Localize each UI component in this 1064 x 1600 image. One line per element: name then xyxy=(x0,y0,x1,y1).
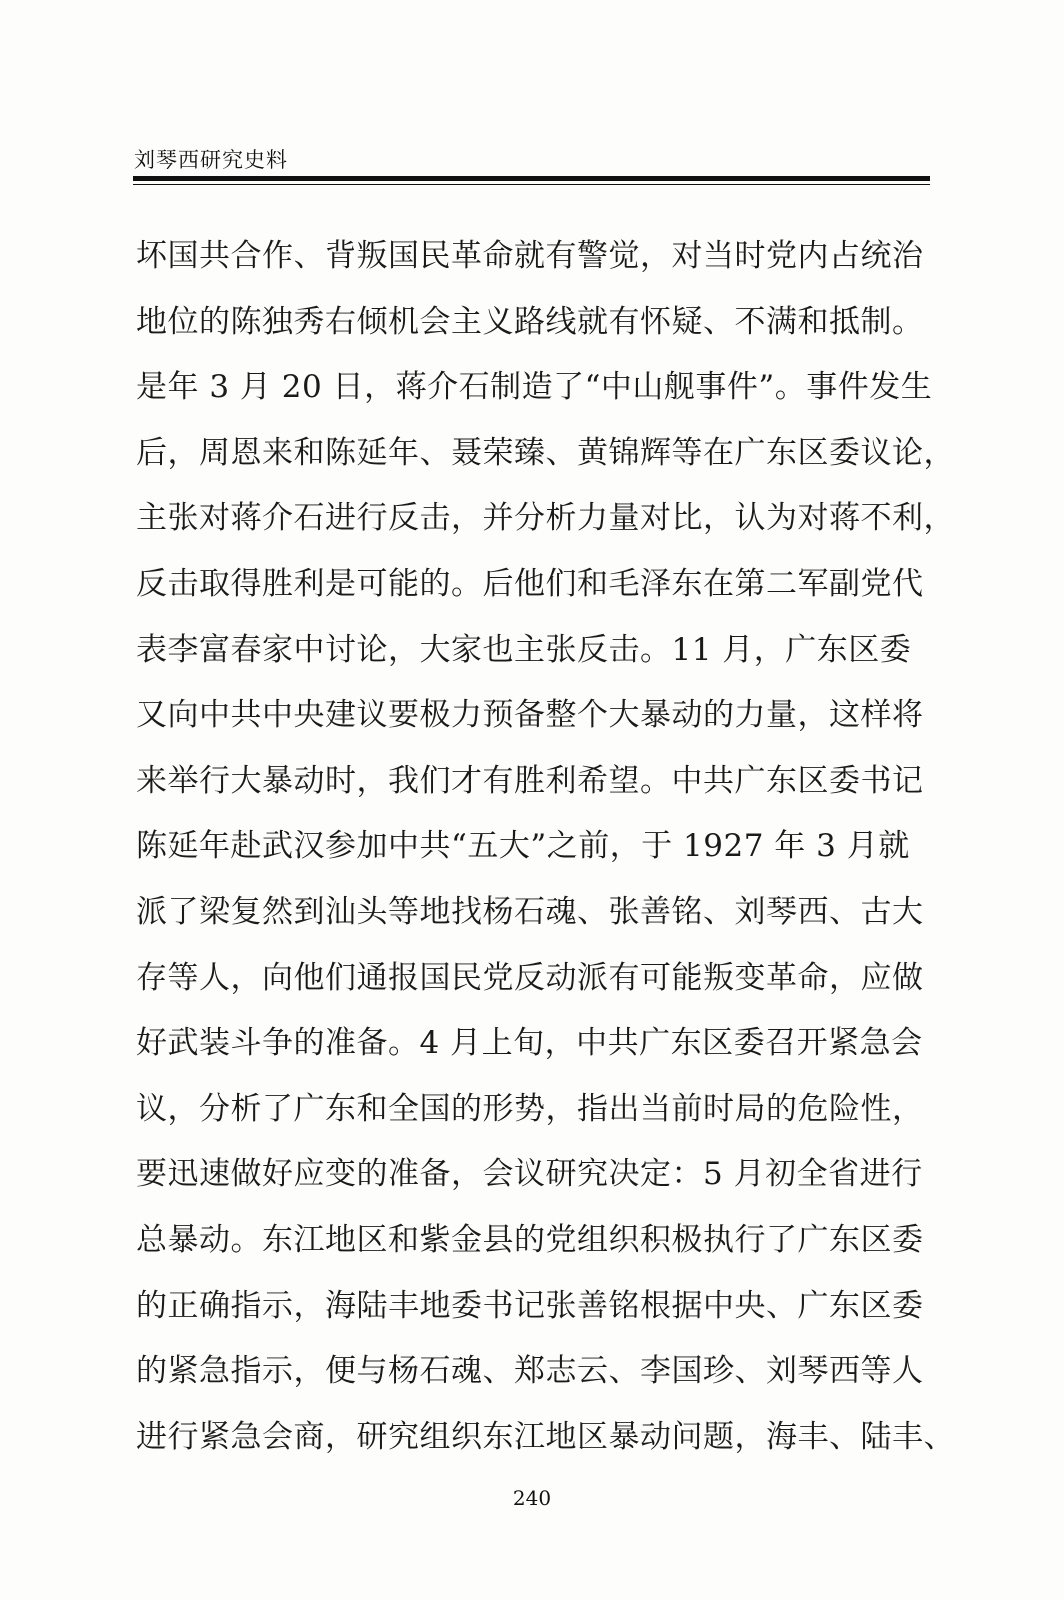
text-line: 派了梁复然到汕头等地找杨石魂、张善铭、刘琴西、古大 xyxy=(136,893,924,930)
text-line: 的紧急指示，便与杨石魂、郑志云、李国珍、刘琴西等人 xyxy=(136,1353,924,1390)
body-text xyxy=(136,224,955,1470)
text-line: 要迅速做好应变的准备，会议研究决定：5 月初全省进行 xyxy=(136,1156,923,1193)
text-line: 表李富春家中讨论，大家也主张反击。11 月，广东区委 xyxy=(136,631,912,668)
text-line: 陈延年赴武汉参加中共“五大”之前，于 1927 年 3 月就 xyxy=(136,828,910,865)
header-rule-thick xyxy=(133,176,930,181)
text-line: 又向中共中央建议要极力预备整个大暴动的力量，这样将 xyxy=(136,697,924,734)
text-line: 好武装斗争的准备。4 月上旬，中共广东区委召开紧急会 xyxy=(136,1025,923,1062)
text-line: 是年 3 月 20 日，蒋介石制造了“中山舰事件”。事件发生 xyxy=(136,369,933,406)
text-line: 反击取得胜利是可能的。后他们和毛泽东在第二军副党代 xyxy=(136,565,924,602)
text-line: 存等人，向他们通报国民党反动派有可能叛变革命，应做 xyxy=(136,959,924,996)
text-line: 的正确指示，海陆丰地委书记张善铭根据中央、广东区委 xyxy=(136,1287,924,1324)
header-rule-thin xyxy=(133,184,930,185)
text-line: 坏国共合作、背叛国民革命就有警觉，对当时党内占统治 xyxy=(136,238,924,274)
text-line: 主张对蒋介石进行反击，并分析力量对比，认为对蒋不利， xyxy=(136,500,955,537)
running-head-title: 刘琴西研究史料 xyxy=(134,148,288,172)
text-line: 地位的陈独秀右倾机会主义路线就有怀疑、不满和抵制。 xyxy=(136,303,924,340)
text-line: 后，周恩来和陈延年、聂荣臻、黄锦辉等在广东区委议论， xyxy=(136,434,955,471)
text-line: 议，分析了广东和全国的形势，指出当前时局的危险性， xyxy=(136,1090,924,1127)
text-line: 总暴动。东江地区和紫金县的党组织积极执行了广东区委 xyxy=(136,1221,924,1258)
page-number: 240 xyxy=(512,1486,552,1510)
text-line: 来举行大暴动时，我们才有胜利希望。中共广东区委书记 xyxy=(136,762,924,799)
text-line: 进行紧急会商，研究组织东江地区暴动问题，海丰、陆丰、 xyxy=(136,1418,955,1455)
